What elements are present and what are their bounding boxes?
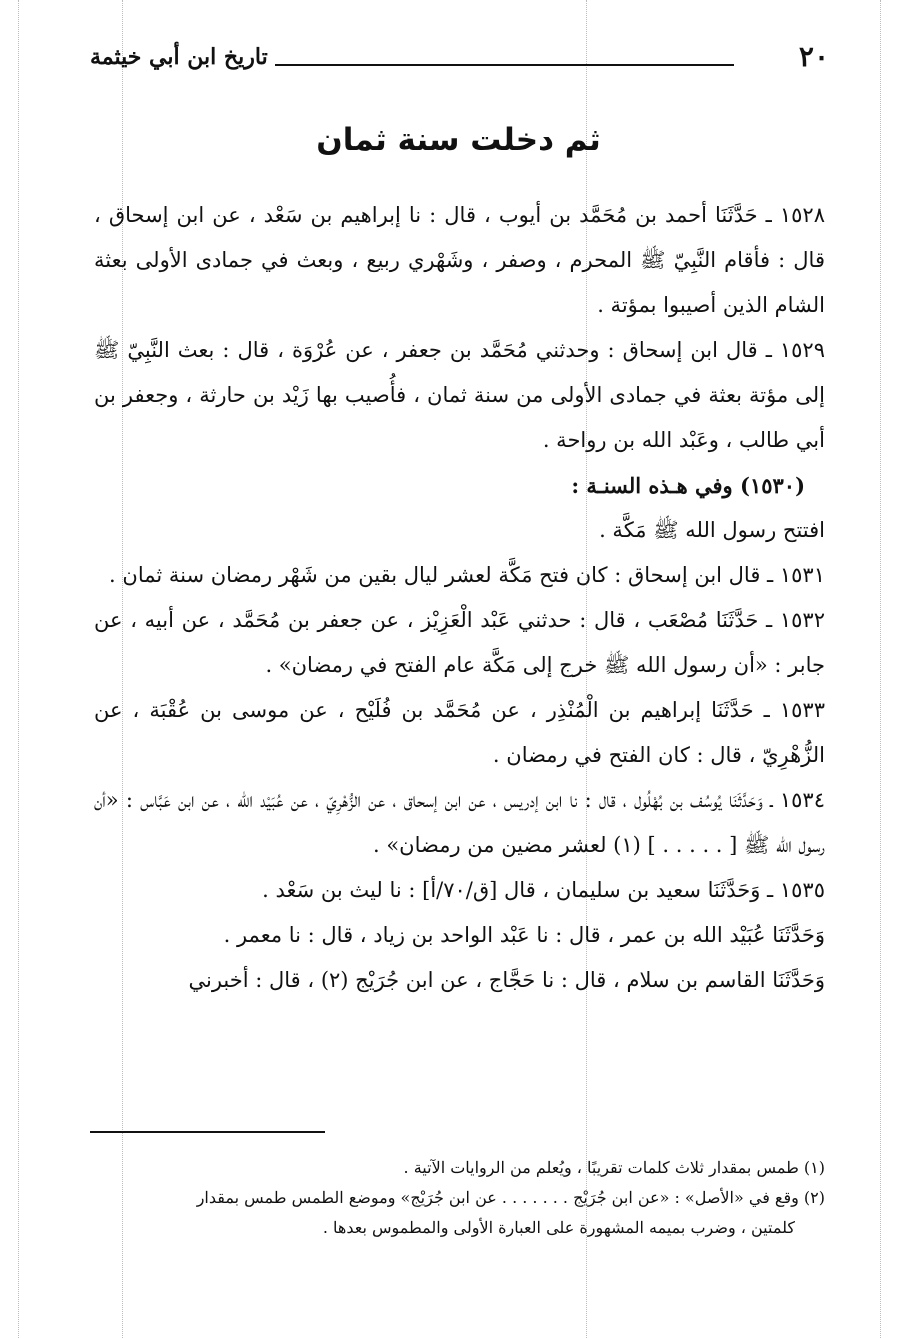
- footnote-rule: [90, 1131, 325, 1133]
- footnote-2: (٢) وقع في «الأصل» : «عن ابن جُرَيْج . . . . . . . عن ابن جُرَيْج» وموضع الطمس طمس بمقدار: [196, 1188, 825, 1207]
- paragraph-1535-b: وَحَدَّثَنَا عُبَيْد الله بن عمر ، قال : نا عَبْد الواحد بن زياد ، قال : نا معمر .: [223, 923, 825, 947]
- footnote-2-continued: كلمتين ، وضرب بميمه المشهورة على العبارة الأولى والمطموس بعدها .: [322, 1218, 795, 1237]
- paragraph-1535-c: وَحَدَّثَنَا القاسم بن سلام ، قال : نا حَجَّاج ، عن ابن جُرَيْج (٢) ، قال : أخبرني: [188, 968, 825, 992]
- main-text: [94, 193, 825, 1003]
- chapter-title: ثم دخلت سنة ثمان: [316, 122, 601, 158]
- page-number: ٢٠: [798, 40, 829, 73]
- footnotes: [94, 1153, 825, 1243]
- paragraph-1535: ١٥٣٥ ـ وَحَدَّثَنَا سعيد بن سليمان ، قال [ق/٧٠/أ] : نا ليث بن سَعْد .: [262, 878, 825, 902]
- paragraph-1534: ١٥٣٤ ـ وَحَدَّثَنَا يُوسُف بن بُهْلُول ، قال : نا ابن إدريس ، عن ابن إسحاق ، عن الزُّهْرِيّ ، عن عُبَيْد الله ، عن ابن عَبَّاس : «أن رسول الله ﷺ [ . . . . . ] (١) لعشر مضين من رمضان» .: [94, 788, 825, 857]
- paragraph-1528: ١٥٢٨ ـ حَدَّثَنَا أحمد بن مُحَمَّد بن أيوب ، قال : نا إبراهيم بن سَعْد ، عن ابن إسحاق ، قال : فأقام النَّبِيّ ﷺ المحرم ، وصفر ، وشَهْري ربيع ، وبعث في جمادى الأولى بعثة الشام الذين أصيبوا بمؤتة .: [94, 203, 825, 317]
- footnote-1: (١) طمس بمقدار ثلاث كلمات تقريبًا ، ويُعلم من الروايات الآتية .: [403, 1158, 825, 1177]
- paragraph-1531: ١٥٣١ ـ قال ابن إسحاق : كان فتح مَكَّة لعشر ليال بقين من شَهْر رمضان سنة ثمان .: [109, 563, 825, 587]
- scan-guide-line: [18, 0, 19, 1338]
- running-header: [90, 40, 829, 80]
- book-title: تاريخ ابن أبي خيثمة: [90, 44, 268, 70]
- paragraph-1533: ١٥٣٣ ـ حَدَّثَنَا إبراهيم بن الْمُنْذِر ، عن مُحَمَّد بن فُلَيْح ، عن موسى بن عُقْبَة ، عن الزُّهْرِيّ ، قال : كان الفتح في رمضان .: [94, 698, 825, 767]
- section-heading-1530: (١٥٣٠) وفي هـذه السنـة :: [571, 473, 805, 498]
- paragraph-fath-makka: افتتح رسول الله ﷺ مَكَّة .: [599, 518, 825, 542]
- paragraph-1532: ١٥٣٢ ـ حَدَّثَنَا مُصْعَب ، قال : حدثني عَبْد الْعَزِيْز ، عن جعفر بن مُحَمَّد ، عن أبيه ، عن جابر : «أن رسول الله ﷺ خرج إلى مَكَّة عام الفتح في رمضان» .: [94, 608, 825, 677]
- scan-guide-line: [880, 0, 881, 1338]
- paragraph-1529: ١٥٢٩ ـ قال ابن إسحاق : وحدثني مُحَمَّد بن جعفر ، عن عُرْوَة ، قال : بعث النَّبِيّ ﷺ إلى مؤتة بعثة في جمادى الأولى من سنة ثمان ، فأُصيب بها زَيْد بن حارثة ، وجعفر بن أبي طالب ، وعَبْد الله بن رواحة .: [94, 338, 825, 452]
- header-rule: [275, 64, 734, 66]
